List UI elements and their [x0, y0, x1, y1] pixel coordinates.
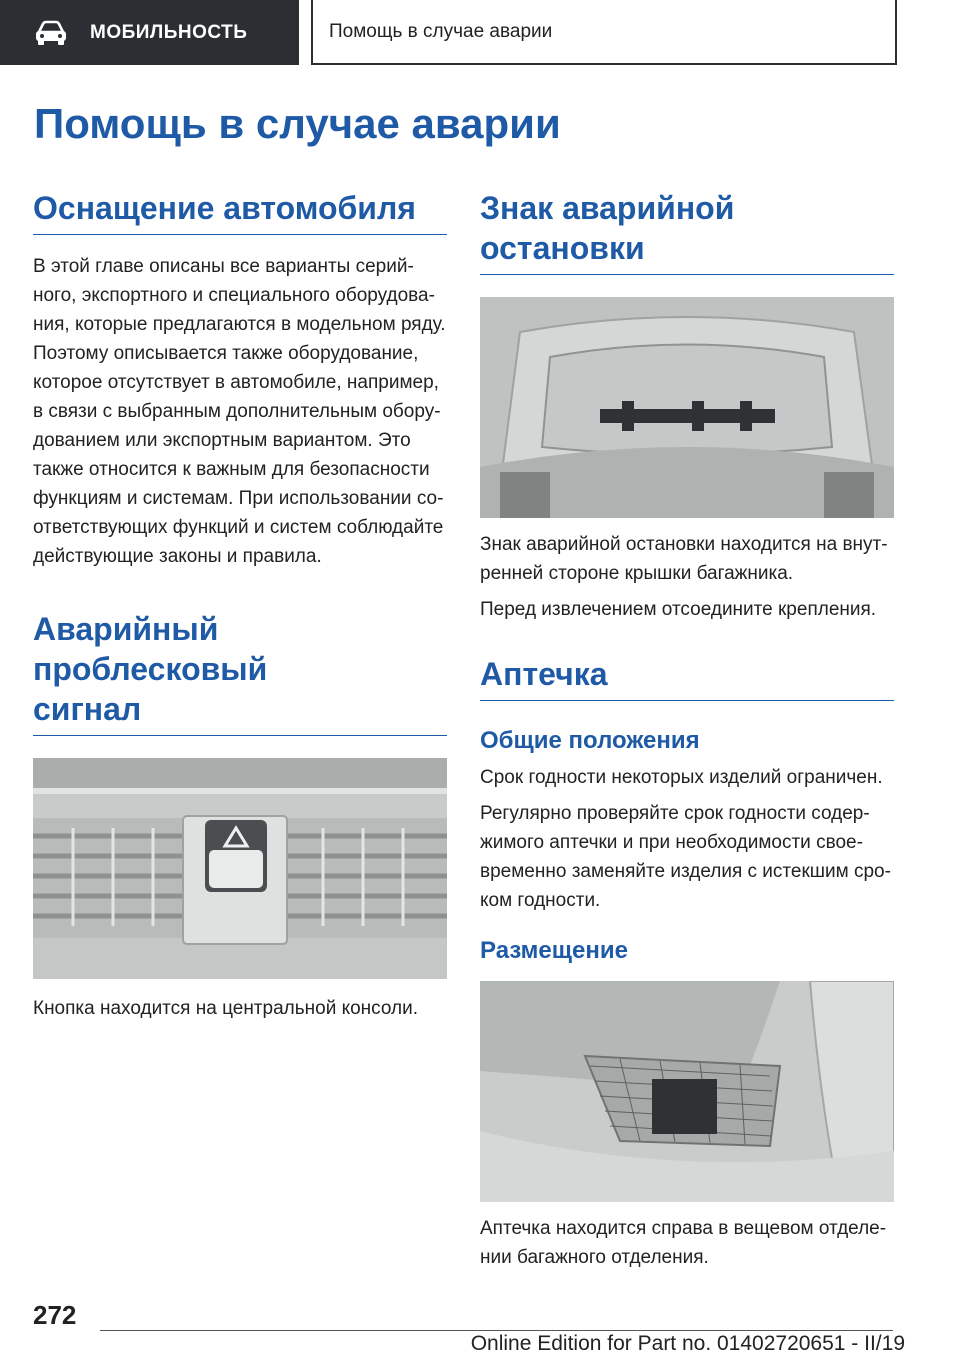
- section-label: МОБИЛЬНОСТЬ: [90, 21, 248, 43]
- placement-heading: Размещение: [480, 937, 628, 964]
- footer-divider: [100, 1330, 893, 1331]
- edition-note: Online Edition for Part no. 01402720651 - II/19: [470, 1332, 905, 1355]
- page-number: 272: [33, 1300, 77, 1330]
- firstaid-caption: Аптечка находится справа в вещевом отделе- нии багажного отделения.: [480, 1218, 887, 1268]
- right-column: [480, 188, 894, 1272]
- car-icon: [34, 19, 68, 47]
- hazard-heading: Аварийный проблесковый сигнал: [33, 609, 447, 736]
- equipment-paragraph: В этой главе описаны все варианты серий- ного, экспортного и специального оборудова- ния, которые предлагаются в модельном ряду. Поэтому описывается также оборудование, которое отсутствует в автомобиле, например, в связи с выбранным дополнительным обору- дованием или экспортным вариантом. Это также относится к важным для безопасности функциям и системам. При использовании со- ответствующих функций и систем соблюдайте действующие законы и правила.: [33, 256, 446, 567]
- chapter-label: Помощь в случае аварии: [329, 20, 553, 42]
- general-paragraph-2: Регулярно проверяйте срок годности содер- жимого аптечки и при необходимости свое- временно заменяйте изделия с истекшим сро- ком годности.: [480, 803, 891, 911]
- page-title: Помощь в случае аварии: [34, 100, 561, 147]
- warning-triangle-photo: [480, 297, 894, 518]
- triangle-heading: Знак аварийной остановки: [480, 188, 894, 275]
- firstaid-heading: Аптечка: [480, 654, 894, 701]
- general-heading: Общие положения: [480, 727, 700, 754]
- general-paragraph-1: Срок годности некоторых изделий ограничен.: [480, 767, 883, 788]
- triangle-caption: Знак аварийной остановки находится на внут- ренней стороне крышки багажника.: [480, 534, 888, 584]
- first-aid-kit-photo: [480, 981, 894, 1202]
- triangle-note: Перед извлечением отсоедините крепления.: [480, 599, 877, 620]
- chapter-tab[interactable]: [311, 0, 897, 65]
- hazard-button-photo: [33, 758, 447, 979]
- left-column: [33, 188, 447, 1023]
- hazard-caption: Кнопка находится на центральной консоли.: [33, 998, 419, 1019]
- section-tab[interactable]: [0, 0, 299, 65]
- equipment-heading: Оснащение автомобиля: [33, 188, 447, 235]
